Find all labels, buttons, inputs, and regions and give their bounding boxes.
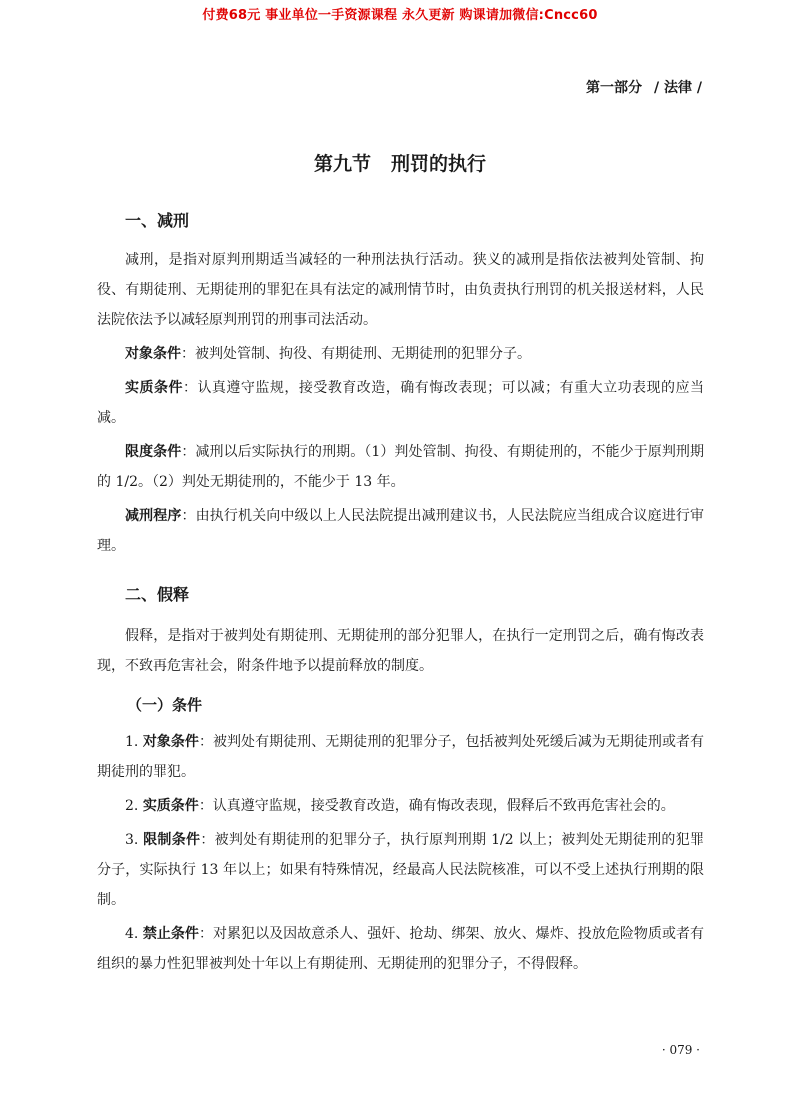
section-title-text: 刑罚的执行: [391, 153, 487, 175]
item-label: 减刑程序: [125, 508, 182, 524]
item-number: 2.: [125, 798, 143, 814]
running-head-part: 第一部分: [586, 80, 643, 96]
section-title: [0, 149, 800, 176]
item-label: 对象条件: [125, 346, 181, 362]
running-head-subject: / 法律 /: [654, 80, 702, 96]
parole-item: [97, 791, 704, 821]
parole-item: [97, 825, 704, 915]
item-text: ：被判处有期徒刑的犯罪分子，执行原判刑期 1/2 以上；被判处无期徒刑的犯罪分子，实际执行 13 年以上；如果有特殊情况，经最高人民法院核准，可以不受上述执行刑期的限制。: [97, 832, 705, 908]
item-label: 实质条件: [125, 380, 183, 396]
commutation-item: [97, 373, 704, 433]
item-text: ：减刑以后实际执行的刑期。（1）判处管制、拘役、有期徒刑的，不能少于原判刑期的 1/2。（2）判处无期徒刑的，不能少于 13 年。: [97, 444, 705, 490]
commutation-item: [97, 437, 704, 497]
item-number: 4.: [125, 926, 143, 942]
page-body: [97, 205, 704, 979]
item-label: 对象条件: [142, 734, 199, 750]
commutation-definition: 减刑，是指对原判刑期适当减轻的一种刑法执行活动。狭义的减刑是指依法被判处管制、拘役、有期徒刑、无期徒刑的罪犯在具有法定的减刑情节时，由负责执行刑罚的机关报送材料，人民法院依法予以减轻原判刑罚的刑事司法活动。: [97, 252, 704, 328]
commutation-heading: 一、减刑: [125, 211, 190, 230]
item-label: 禁止条件: [142, 926, 199, 942]
commutation-item: [97, 501, 704, 561]
item-number: 3.: [125, 832, 144, 848]
item-text: ：被判处有期徒刑、无期徒刑的犯罪分子，包括被判处死缓后减为无期徒刑或者有期徒刑的罪犯。: [97, 734, 705, 780]
commutation-item: [97, 339, 704, 369]
parole-subheading: （一）条件: [127, 696, 203, 714]
watermark-banner: 付费68元 事业单位一手资源课程 永久更新 购课请加微信:Cncc60: [202, 8, 598, 23]
item-text: ：认真遵守监规，接受教育改造，确有悔改表现，假释后不致再危害社会的。: [198, 798, 675, 814]
parole-definition: 假释，是指对于被判处有期徒刑、无期徒刑的部分犯罪人，在执行一定刑罚之后，确有悔改表现，不致再危害社会，附条件地予以提前释放的制度。: [97, 628, 704, 674]
parole-heading: 二、假释: [125, 585, 190, 604]
item-label: 实质条件: [142, 798, 199, 814]
page-number: · 079 ·: [661, 1043, 700, 1057]
running-head: [586, 77, 702, 97]
item-label: 限制条件: [143, 832, 201, 848]
item-text: ：由执行机关向中级以上人民法院提出减刑建议书，人民法院应当组成合议庭进行审理。: [97, 508, 704, 554]
parole-item: [97, 727, 704, 787]
section-number: 第九节: [313, 153, 371, 175]
item-text: ：被判处管制、拘役、有期徒刑、无期徒刑的犯罪分子。: [181, 346, 531, 362]
item-label: 限度条件: [125, 444, 182, 460]
parole-item: [97, 919, 704, 979]
item-text: ：认真遵守监规，接受教育改造，确有悔改表现；可以减；有重大立功表现的应当减。: [97, 380, 705, 426]
item-number: 1.: [125, 734, 143, 750]
item-text: ：对累犯以及因故意杀人、强奸、抢劫、绑架、放火、爆炸、投放危险物质或者有组织的暴力性犯罪被判处十年以上有期徒刑、无期徒刑的犯罪分子，不得假释。: [97, 926, 705, 972]
